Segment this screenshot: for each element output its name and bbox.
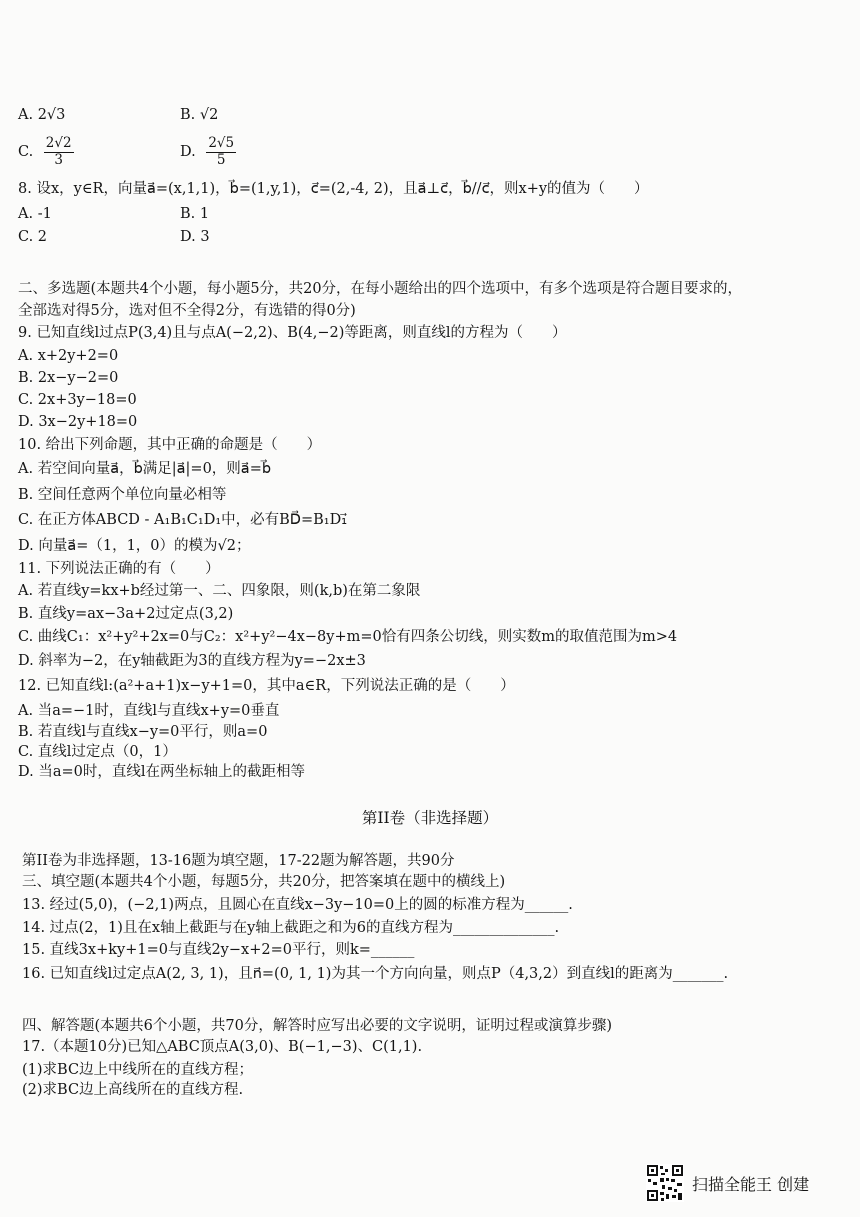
q7-option-c [18, 136, 74, 168]
q12-stem: 12. 已知直线l:(a²+a+1)x−y+1=0，其中a∈R，下列说法正确的是（ ） [18, 678, 515, 694]
q12-option-b: B. 若直线l与直线x−y=0平行，则a=0 [18, 724, 268, 740]
q12-option-c: C. 直线l过定点（0，1） [18, 744, 177, 760]
q9-option-c: C. 2x+3y−18=0 [18, 392, 137, 408]
q7-option-c-numerator: 2√2 [45, 135, 72, 151]
q16: 16. 已知直线l过定点A(2, 3, 1)，且n⃗=(0, 1, 1)为其一个方向向量，则点P（4,3,2）到直线l的距离为_______. [22, 966, 729, 982]
q7-option-c-label: C. [18, 144, 34, 161]
q12-option-a: A. 当a=−1时，直线l与直线x+y=0垂直 [18, 703, 280, 719]
q10-option-d: D. 向量a⃗=（1，1，0）的模为√2； [18, 538, 251, 554]
q7-option-c-fraction [44, 136, 74, 168]
q17-part2: (2)求BC边上高线所在的直线方程. [22, 1082, 244, 1098]
q7-option-b: B. √2 [180, 107, 219, 123]
part2-title: 第II卷（非选择题） [361, 809, 499, 827]
q8-option-d: D. 3 [180, 229, 210, 245]
q7-option-d [180, 136, 236, 168]
q14: 14. 过点(2，1)且在x轴上截距与在y轴上截距之和为6的直线方程为______________. [22, 920, 560, 936]
section2-header-line2: 全部选对得5分，选对但不全得2分，有选错的得0分) [18, 303, 356, 319]
q9-option-b: B. 2x−y−2=0 [18, 370, 119, 386]
q7-option-d-denominator: 5 [216, 151, 226, 168]
section2-header-line1: 二、多选题(本题共4个小题，每小题5分，共20分，在每小题给出的四个选项中，有多个选项是符合题目要求的， [18, 281, 743, 297]
section4-header: 四、解答题(本题共6个小题，共70分，解答时应写出必要的文字说明，证明过程或演算步骤) [22, 1018, 612, 1034]
q11-option-b: B. 直线y=ax−3a+2过定点(3,2) [18, 606, 234, 622]
q8-option-a: A. -1 [18, 206, 52, 222]
q8-option-c: C. 2 [18, 229, 48, 245]
q7-option-d-label: D. [180, 144, 196, 161]
part2-intro: 第II卷为非选择题，13-16题为填空题，17-22题为解答题，共90分 [22, 853, 455, 869]
q7-option-d-numerator: 2√5 [208, 135, 235, 151]
q7-option-d-fraction [206, 136, 236, 168]
q8-stem: 8. 设x，y∈R，向量a⃗=(x,1,1)，b⃗=(1,y,1)，c⃗=(2,-4, 2)，且a⃗⊥c⃗，b⃗//c⃗，则x+y的值为（ ） [18, 181, 649, 197]
q9-option-a: A. x+2y+2=0 [18, 348, 119, 364]
q13: 13. 经过(5,0)，(−2,1)两点，且圆心在直线x−3y−10=0上的圆的标准方程为______. [22, 897, 573, 913]
footer-watermark-text: 扫描全能王 创建 [692, 1175, 810, 1194]
q11-stem: 11. 下列说法正确的有（ ） [18, 561, 220, 577]
q7-option-c-denominator: 3 [54, 151, 63, 168]
q17-part1: (1)求BC边上中线所在的直线方程； [22, 1062, 254, 1078]
q11-option-d: D. 斜率为−2，在y轴截距为3的直线方程为y=−2x±3 [18, 653, 366, 669]
q12-option-d: D. 当a=0时，直线l在两坐标轴上的截距相等 [18, 764, 305, 780]
q11-option-a: A. 若直线y=kx+b经过第一、二、四象限，则(k,b)在第二象限 [18, 583, 421, 599]
q7-option-a: A. 2√3 [18, 107, 66, 123]
q9-stem: 9. 已知直线l过点P(3,4)且与点A(−2,2)、B(4,−2)等距离，则直线l的方程为（ ） [18, 325, 567, 341]
q10-option-c: C. 在正方体ABCD - A₁B₁C₁D₁中，必有BD⃗=B₁D₁⃗ [18, 512, 348, 528]
q11-option-c: C. 曲线C₁：x²+y²+2x=0与C₂：x²+y²−4x−8y+m=0恰有四条公切线，则实数m的取值范围为m>4 [18, 629, 678, 645]
q10-stem: 10. 给出下列命题，其中正确的命题是（ ） [18, 437, 322, 453]
q15: 15. 直线3x+ky+1=0与直线2y−x+2=0平行，则k=______ [22, 942, 415, 958]
q8-option-b: B. 1 [180, 206, 210, 222]
section3-header: 三、填空题(本题共4个小题，每题5分，共20分，把答案填在题中的横线上) [22, 874, 506, 890]
qr-code-icon [646, 1164, 684, 1202]
q17-stem: 17.（本题10分)已知△ABC顶点A(3,0)、B(−1,−3)、C(1,1). [22, 1039, 423, 1055]
q10-option-b: B. 空间任意两个单位向量必相等 [18, 487, 227, 503]
q10-option-a: A. 若空间向量a⃗，b⃗满足|a⃗|=0，则a⃗=b⃗ [18, 461, 272, 477]
q9-option-d: D. 3x−2y+18=0 [18, 414, 138, 430]
